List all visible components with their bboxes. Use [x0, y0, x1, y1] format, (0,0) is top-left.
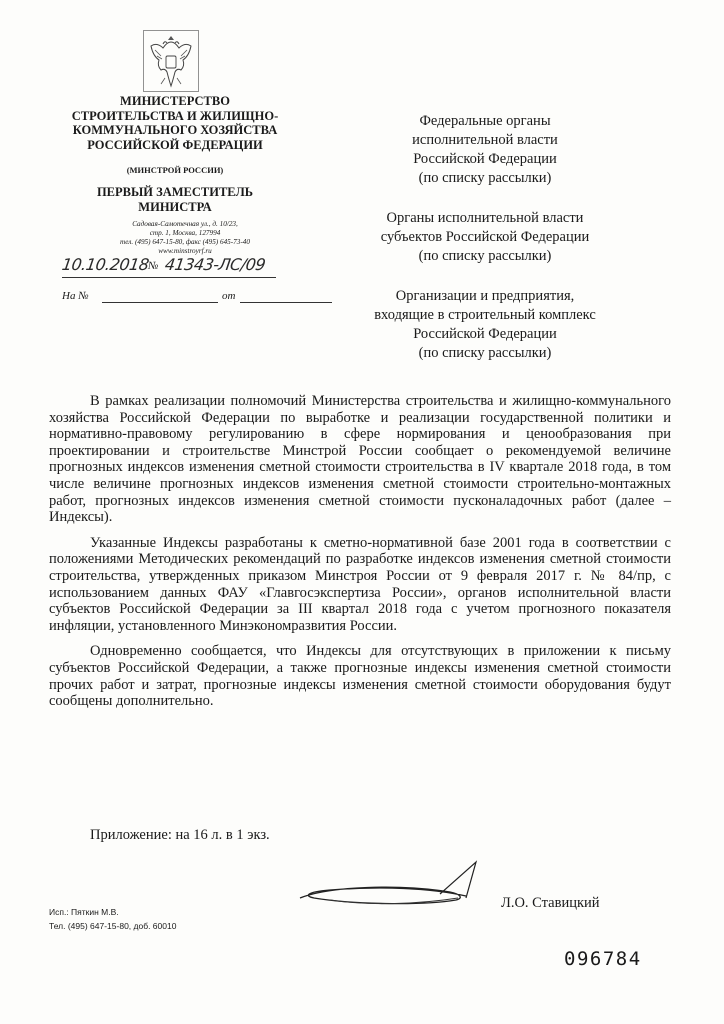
address-line: Садовая-Самотечная ул., д. 10/23,: [132, 220, 238, 228]
signer-name: Л.О. Ставицкий: [501, 895, 600, 911]
recipient-line: (по списку рассылки): [418, 345, 552, 361]
body-paragraph: Одновременно сообщается, что Индексы для отсутствующих в приложении к письму субъектов Российской Федерации, а также прогнозные индексы изменения сметной стоимости прочих работ и затрат, прогнозные индексы изменения сметной стоимости оборудования будут сообщены дополнительно.: [49, 643, 671, 710]
recipient-group: [345, 287, 625, 363]
position-line: МИНИСТРА: [138, 199, 212, 214]
document-serial-number: 096784: [564, 948, 642, 970]
ministry-line: РОССИЙСКОЙ ФЕДЕРАЦИИ: [87, 137, 263, 152]
ministry-line: СТРОИТЕЛЬСТВА И ЖИЛИЩНО-: [71, 108, 279, 123]
reply-reference-line: [62, 290, 276, 304]
ministry-address: [60, 220, 310, 256]
recipient-line: Российской Федерации: [413, 326, 557, 342]
reply-number-label: На №: [62, 290, 89, 302]
recipient-line: (по списку рассылки): [418, 248, 552, 264]
ministry-short-name: (МИНСТРОЙ РОССИИ): [126, 165, 224, 175]
body-paragraph: В рамках реализации полномочий Министерства строительства и жилищно-коммунального хозяйства Российской Федерации по выработке и реализации государственной политики и нормативно-правовому регулированию в сфере нормирования и ценообразования при проектировании и строительстве Минстрой России сообщает о рекомендуемой величине прогнозных индексов изменения сметной стоимости строительства в IV квартале 2018 года, в том числе величине прогнозных индексов изменения сметной стоимости строительно-монтажных работ, прогнозных индексов изменения сметной стоимости пусконаладочных работ (далее – Индексы).: [49, 393, 671, 526]
registration-number: 41343-ЛС/09: [163, 255, 267, 274]
recipient-line: Российской Федерации: [413, 151, 557, 167]
address-line: www.minstroyrf.ru: [158, 247, 212, 255]
body-paragraph: Указанные Индексы разработаны к сметно-нормативной базе 2001 года в соответствии с положениями Методических рекомендаций по разработке индексов изменения сметной стоимости строительства, утвержденных приказом Минстроя России от 9 февраля 2017 г. № 84/пр, с использованием данных ФАУ «Главгосэкспертиза России», органов исполнительной власти субъектов Российской Федерации за III квартал 2018 года с учетом прогнозного показателя инфляции, установленного Минэкономразвития России.: [49, 534, 671, 634]
address-line: тел. (495) 647-15-80, факс (495) 645-73-40: [120, 238, 250, 246]
recipient-group: [345, 209, 625, 266]
ministry-line: МИНИСТЕРСТВО: [120, 94, 230, 108]
ministry-name: [50, 94, 300, 152]
recipient-line: Организации и предприятия,: [395, 288, 575, 304]
ministry-line: КОММУНАЛЬНОГО ХОЗЯЙСТВА: [72, 123, 278, 137]
recipient-line: входящие в строительный комплекс: [374, 307, 596, 323]
executor-info: [49, 905, 176, 933]
reply-number-blank: [102, 302, 218, 303]
address-line: стр. 1, Москва, 127994: [149, 229, 221, 237]
executor-name: Исп.: Пяткин М.В.: [49, 907, 119, 917]
attachment-note: Приложение: на 16 л. в 1 экз.: [90, 827, 270, 843]
recipient-line: исполнительной власти: [412, 132, 558, 148]
recipient-group: [345, 112, 625, 188]
recipient-line: Федеральные органы: [419, 113, 551, 129]
executor-phone: Тел. (495) 647-15-80, доб. 60010: [49, 921, 177, 931]
registration-date: 10.10.2018: [60, 255, 150, 274]
coat-of-arms-emblem: [143, 30, 199, 92]
reply-date-blank: [240, 302, 332, 303]
reply-date-label: от: [222, 290, 236, 302]
letter-body: [49, 393, 671, 719]
position-title: [50, 185, 300, 214]
handwritten-signature: [290, 858, 480, 920]
registration-line: [60, 255, 276, 278]
recipient-line: Органы исполнительной власти: [386, 210, 584, 226]
position-line: ПЕРВЫЙ ЗАМЕСТИТЕЛЬ: [96, 185, 254, 199]
recipients-block: [345, 112, 625, 384]
recipient-line: субъектов Российской Федерации: [380, 229, 590, 245]
registration-number-label: №: [148, 260, 159, 272]
recipient-line: (по списку рассылки): [418, 170, 552, 186]
